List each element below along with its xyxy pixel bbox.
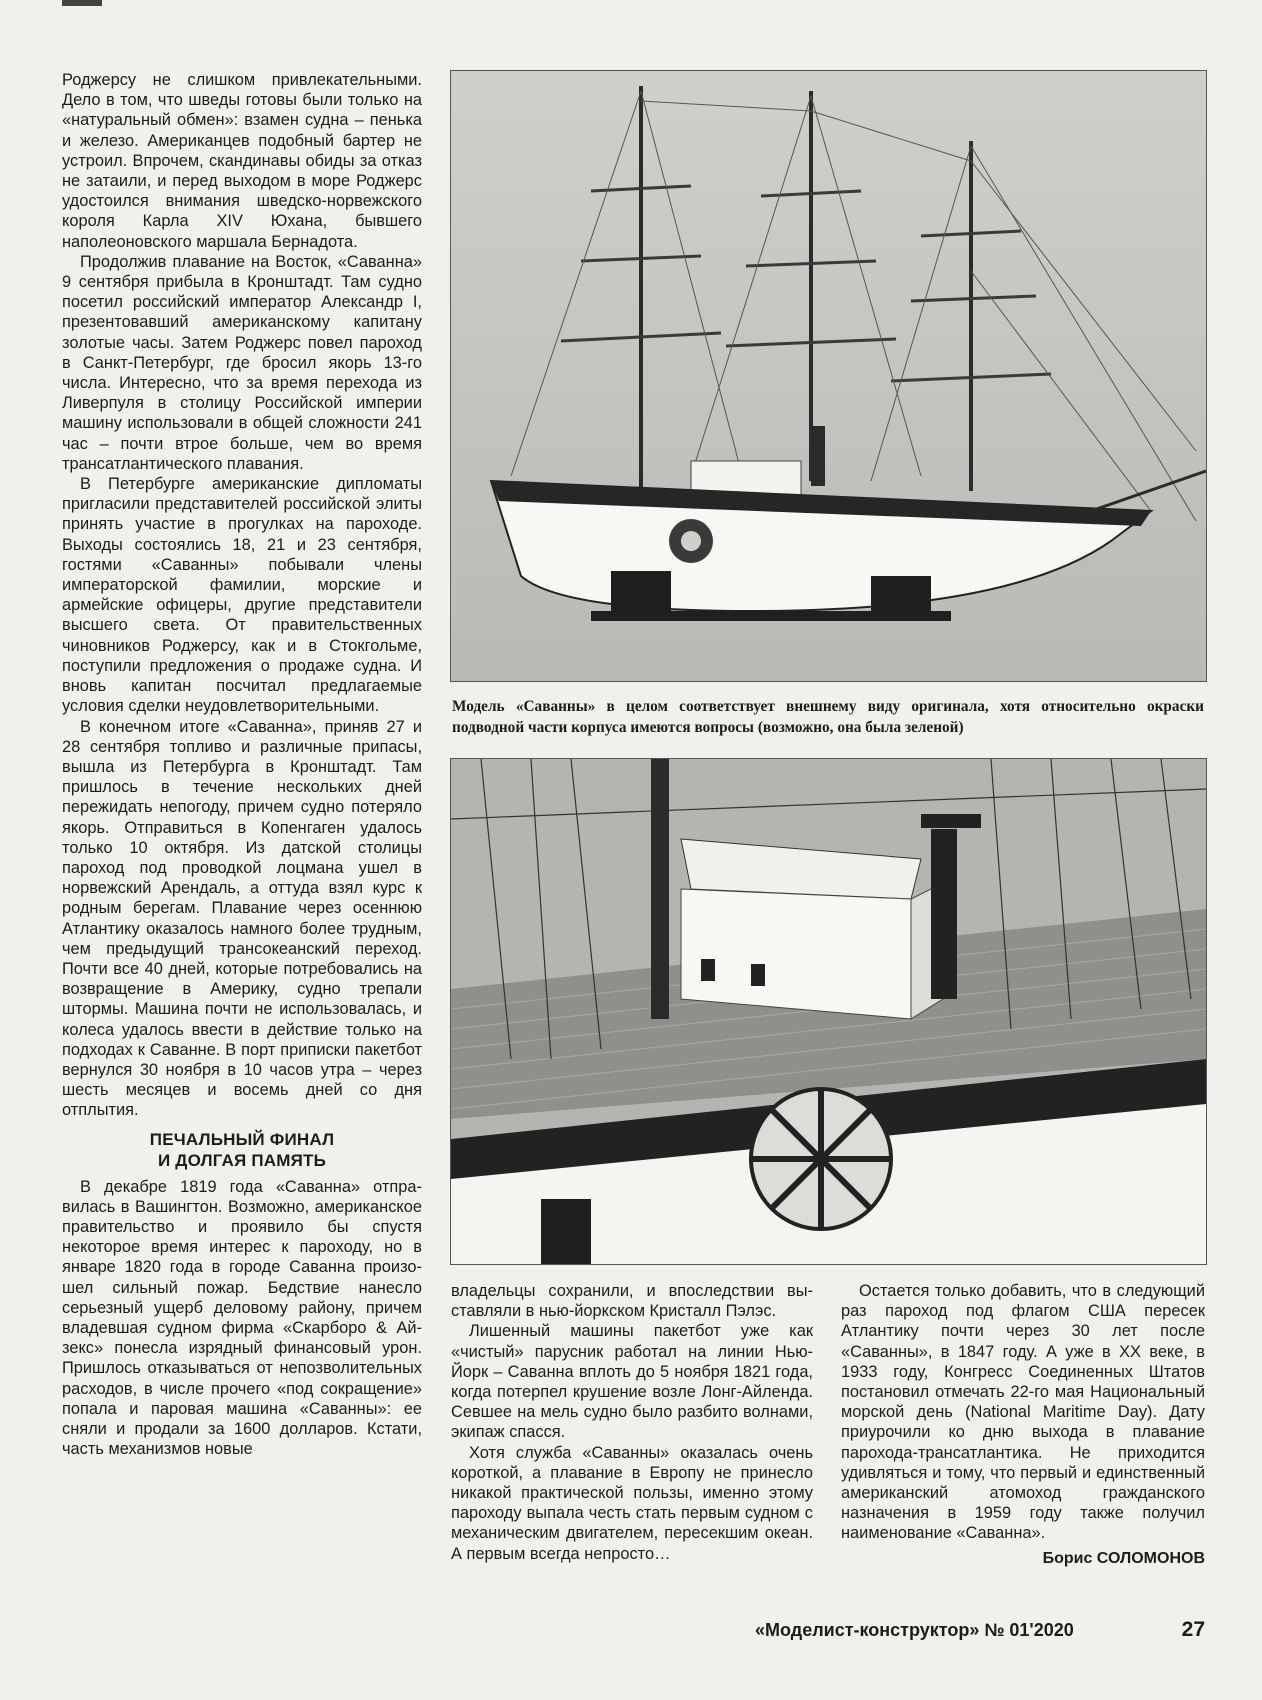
paragraph: Остается только добавить, что в следующий раз пароход под флагом США пересек Атлантику почти через 30 лет после «Саванны», в 1847 году. А уже в XX веке, в 1933 году, Конгресс Соединенных Штатов постановил отмечать 22-го мая Национальный морской день (National Maritime Day). Дату приурочили ко дню выхода в плавание парохода-трансатлантика. Не приходится удивляться и тому, что первый и единственный американский атомоход гражданского назначения в 1959 году также получил наименование «Саванна».	[841, 1282, 1205, 1543]
deck-detail-illustration	[451, 759, 1206, 1264]
page-number: 27	[1181, 1618, 1205, 1641]
paragraph: Роджерсу не слишком привлекательными. Дело в том, что шведы готовы были только на «натуральный обмен»: взамен судна – пенька и железо. Американцев подобный бартер не устроил. Впрочем, скандинавы обиды за отказ не затаили, и перед выходом в море Роджерс удостоился внимания шведско-норвежского короля Карла XIV Юхана, бывшего наполеоновского маршала Бернадота.	[62, 71, 422, 251]
paragraph: Хотя служба «Саванны» оказалась очень короткой, а плавание в Европу не принесло никакой практической пользы, именно этому пароходу выпала честь стать первым судном с механическим двигателем, пересекшим океан. А первым всегда непросто…	[451, 1443, 813, 1563]
paragraph: В конечном итоге «Саванна», приняв 27 и 28 сентября топливо и различные припасы, вышла из Петербурга в Кронштадт. Там пришлось в течение нескольких дней пережидать непогоду, причем судно потеряло якорь. Отправиться в Копенгаген удалось только 10 октября. Из датской столицы пароход под проводкой лоцмана ушел в норвежский Арендаль, а оттуда взял курс к родным берегам. Плавание через осеннюю Атлантику оказалось намного более трудным, чем предыдущий трансокеанский переход. Почти все 40 дней, которые потребовались на возвращение в Америку, судно трепали штормы. Машина почти не использовалась, и колеса удалось ввести в действие только на подходах к Саванне. В порт приписки пакетбот вернулся 30 ноября в 10 часов утра – через шесть месяцев и восемь дней со дня отплытия.	[62, 717, 422, 1120]
right-column	[841, 1281, 1205, 1544]
left-column	[62, 70, 422, 1459]
section-heading-line1: ПЕЧАЛЬНЫЙ ФИНАЛ	[149, 1129, 335, 1149]
photo-caption: Модель «Саванны» в целом соответствует внешнему виду оригинала, хотя относительно окраски подводной части корпуса имеются вопросы (возможно, она была зеленой)	[452, 698, 1204, 736]
paragraph: владельцы сохранили, и впоследствии выставляли в нью-йоркском Кристалл Пэлэс.	[451, 1282, 813, 1321]
paragraph: В декабре 1819 года «Саванна» отправилась в Вашингтон. Возможно, американское правительство и проявило бы спустя некоторое время интерес к пароходу, но в январе 1820 года в городе Саванна произошел сильный пожар. Бедствие нанесло серьезный ущерб деловому району, причем владевшая судном фирма «Скарборо & Айзекс» понесла изрядный финансовый урон. Пришлось отказываться от непозволительных расходов, в числе прочего «под сокращение» попала и паровая машина «Саванны»: ее сняли и продали за 1600 долларов. Кстати, часть механизмов новые	[62, 1177, 422, 1459]
paragraph: Лишенный машины пакетбот уже как «чистый» парусник работал на линии Нью-Йорк – Саванна вплоть до 5 ноября 1821 года, когда потерпел крушение возле Лонг-Айленда. Севшее на мель судно было разбито волнами, экипаж спасся.	[451, 1322, 813, 1442]
corner-mark	[62, 0, 102, 6]
middle-column	[451, 1281, 813, 1564]
magazine-footer: «Моделист-конструктор» № 01'2020	[755, 1620, 1074, 1640]
ship-model-illustration	[451, 71, 1206, 681]
paragraph: Продолжив плавание на Восток, «Саванна» 9 сентября прибыла в Кронштадт. Там судно посетил российский император Александр I, презентовавший американскому капитану золотые часы. Затем Роджерс повел пароход в Санкт-Петербург, где бросил якорь 13-го числа. Интересно, что за время перехода из Ливерпуля в столицу Российской империи машину использовали в общей сложности 241 час – почти втрое больше, чем во время трансатлантического плавания.	[62, 252, 422, 473]
deck-detail-photo	[450, 758, 1207, 1265]
section-heading	[62, 1129, 422, 1171]
section-heading-line2: И ДОЛГАЯ ПАМЯТЬ	[157, 1150, 327, 1170]
ship-model-photo	[450, 70, 1207, 682]
author-name: Борис СОЛОМОНОВ	[1042, 1550, 1205, 1567]
paragraph: В Петербурге американские дипломаты пригласили представителей российской элиты принять участие в прогулках на пароходе. Выходы состоялись 18, 21 и 23 сентября, гостями «Саванны» побывали члены императорской фамилии, морские и армейские офицеры, другие представители высшего света. От правительственных чиновников Роджерсу, как и в Стокгольме, поступили предложения о продаже судна. И вновь капитан посчитал предлагаемые условия сделки неудовлетворительными.	[62, 475, 422, 716]
